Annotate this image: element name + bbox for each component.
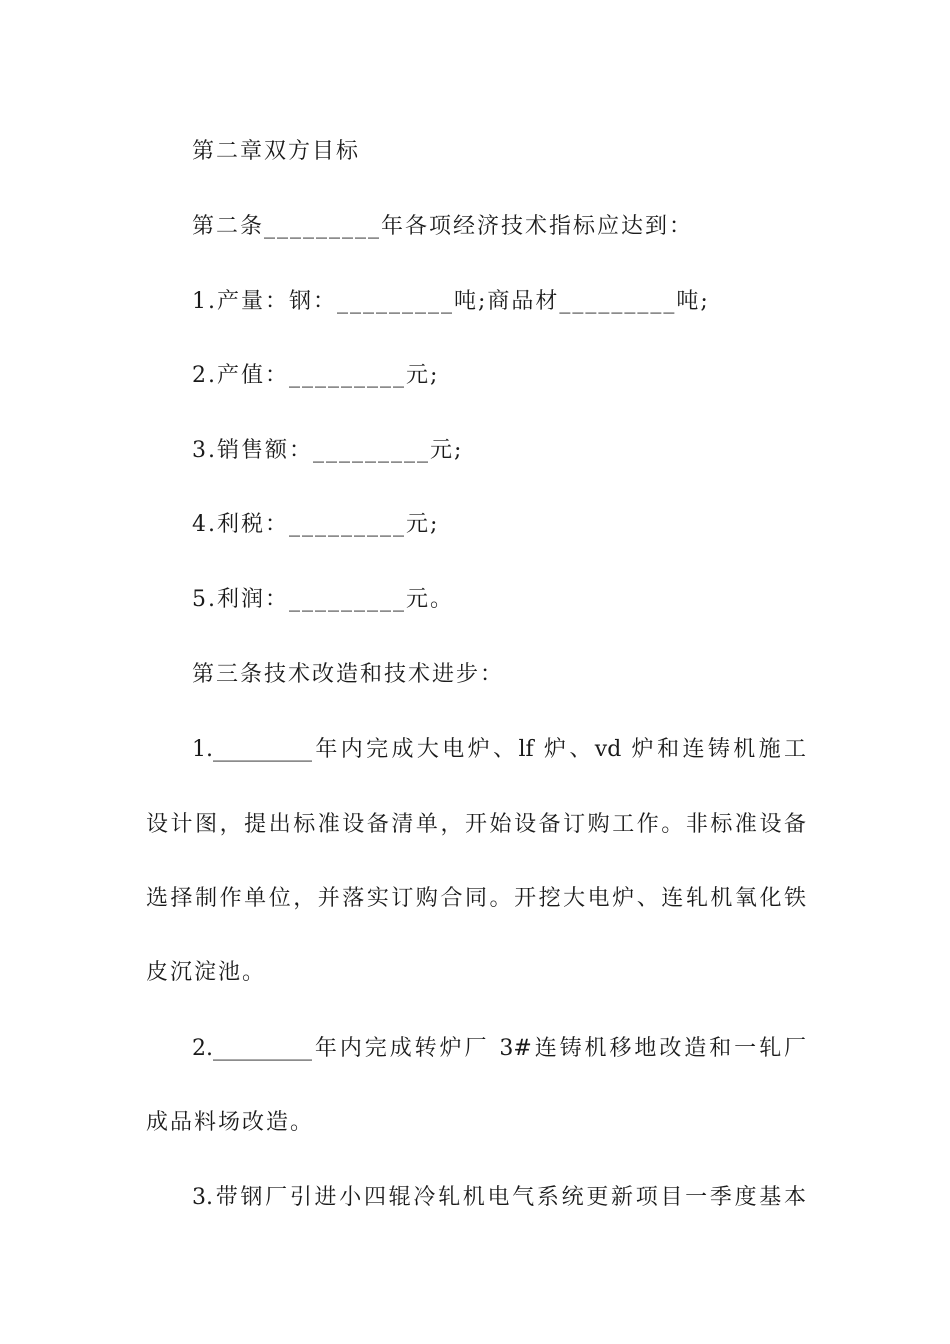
paragraph-1-line-2: 设计图，提出标准设备清单，开始设备订购工作。非标准设备 xyxy=(146,812,806,837)
article-2-heading: 第二条_________年各项经济技术指标应达到： xyxy=(192,214,694,239)
item-production: 1.产量：钢：_________吨;商品材_________吨; xyxy=(192,289,710,314)
item-profit: 5.利润：_________元。 xyxy=(192,587,454,612)
article-3-heading: 第三条技术改造和技术进步： xyxy=(192,662,505,687)
item-taxes: 4.利税：_________元; xyxy=(192,512,440,537)
item-output-value: 2.产值：_________元; xyxy=(192,363,440,388)
paragraph-2-line-2: 成品料场改造。 xyxy=(146,1110,315,1135)
paragraph-1-line-3: 选择制作单位，并落实订购合同。开挖大电炉、连轧机氧化铁 xyxy=(146,886,806,911)
chapter-heading: 第二章双方目标 xyxy=(192,139,361,164)
paragraph-1-line-4: 皮沉淀池。 xyxy=(146,960,267,985)
item-sales: 3.销售额：_________元; xyxy=(192,438,464,463)
paragraph-3-line-1: 3.带钢厂引进小四辊冷轧机电气系统更新项目一季度基本 xyxy=(192,1185,806,1210)
paragraph-1-line-1: 1._________年内完成大电炉、lf 炉、vd 炉和连铸机施工 xyxy=(192,737,806,762)
paragraph-2-line-1: 2._________年内完成转炉厂 3#连铸机移地改造和一轧厂 xyxy=(192,1036,806,1061)
